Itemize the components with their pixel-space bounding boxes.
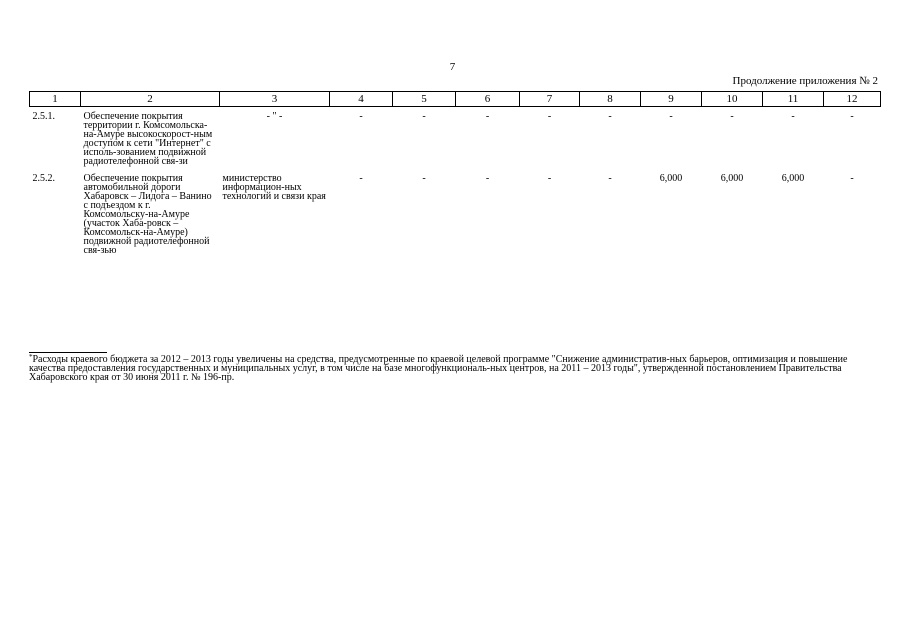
row-value: 6,000 [659, 173, 683, 184]
row-value: - [359, 111, 363, 122]
row-value: - [791, 111, 795, 122]
column-header: 1 [30, 92, 81, 107]
column-header: 8 [580, 92, 641, 107]
row-code: 2.5.1. [32, 111, 55, 122]
row-value: 6,000 [781, 173, 805, 184]
footnote-marker: * [29, 353, 33, 361]
row-value: 6,000 [720, 173, 744, 184]
column-header: 2 [81, 92, 220, 107]
column-header: 11 [763, 92, 824, 107]
footnote-divider [29, 352, 107, 353]
footnote [29, 355, 881, 382]
row-value: - [422, 173, 426, 184]
row-value: - [850, 111, 854, 122]
row-name: Обеспечение покрытия территории г. Комсомольска-на-Амуре высокоскорост-ным доступом к сети "Интернет" с исполь-зованием подвижной радиотелефонной свя-зи [83, 111, 213, 167]
row-executor: - " - [266, 111, 283, 122]
row-value: - [730, 111, 734, 122]
column-header: 5 [393, 92, 456, 107]
row-value: - [850, 173, 854, 184]
column-header: 6 [456, 92, 520, 107]
budget-table [29, 91, 881, 255]
column-header: 10 [702, 92, 763, 107]
column-header: 7 [520, 92, 580, 107]
row-value: - [547, 173, 552, 184]
row-value: - [422, 111, 426, 122]
row-executor: министерство информацион-ных технологий и связи края [222, 173, 326, 202]
row-value: - [669, 111, 673, 122]
column-header: 9 [641, 92, 702, 107]
column-header: 12 [824, 92, 881, 107]
header-row [30, 92, 881, 107]
table-row [30, 172, 881, 255]
continuation-caption: Продолжение приложения № 2 [732, 75, 878, 87]
table-row [30, 107, 881, 173]
page-number: 7 [449, 61, 456, 73]
row-value: - [485, 173, 490, 184]
row-value: - [608, 173, 612, 184]
row-value: - [359, 173, 363, 184]
column-header: 4 [330, 92, 393, 107]
row-value: - [547, 111, 552, 122]
column-header: 3 [220, 92, 330, 107]
row-code: 2.5.2. [32, 173, 55, 184]
row-value: - [485, 111, 490, 122]
row-value: - [608, 111, 612, 122]
footnote-text: Расходы краевого бюджета за 2012 – 2013 годы увеличены на средства, предусмотренные по краевой целевой программе "Снижение административ-ных барьеров, оптимизация и повышение качества предоставления государственных и муниципальных услуг, в том числе на базе многофункциональ-ных центров, на 2011 – 2013 годы", утвержденной постановлением Правительства Хабаровского края от 30 июня 2011 г. № 196-пр. [29, 354, 848, 383]
row-name: Обеспечение покрытия автомобильной дороги Хабаровск – Лидога – Ванино с подъездом к г. Комсомольску-на-Амуре (участок Хаба-ровск – Комсомольск-на-Амуре) подвижной радиотелефонной свя-зью [83, 173, 212, 256]
